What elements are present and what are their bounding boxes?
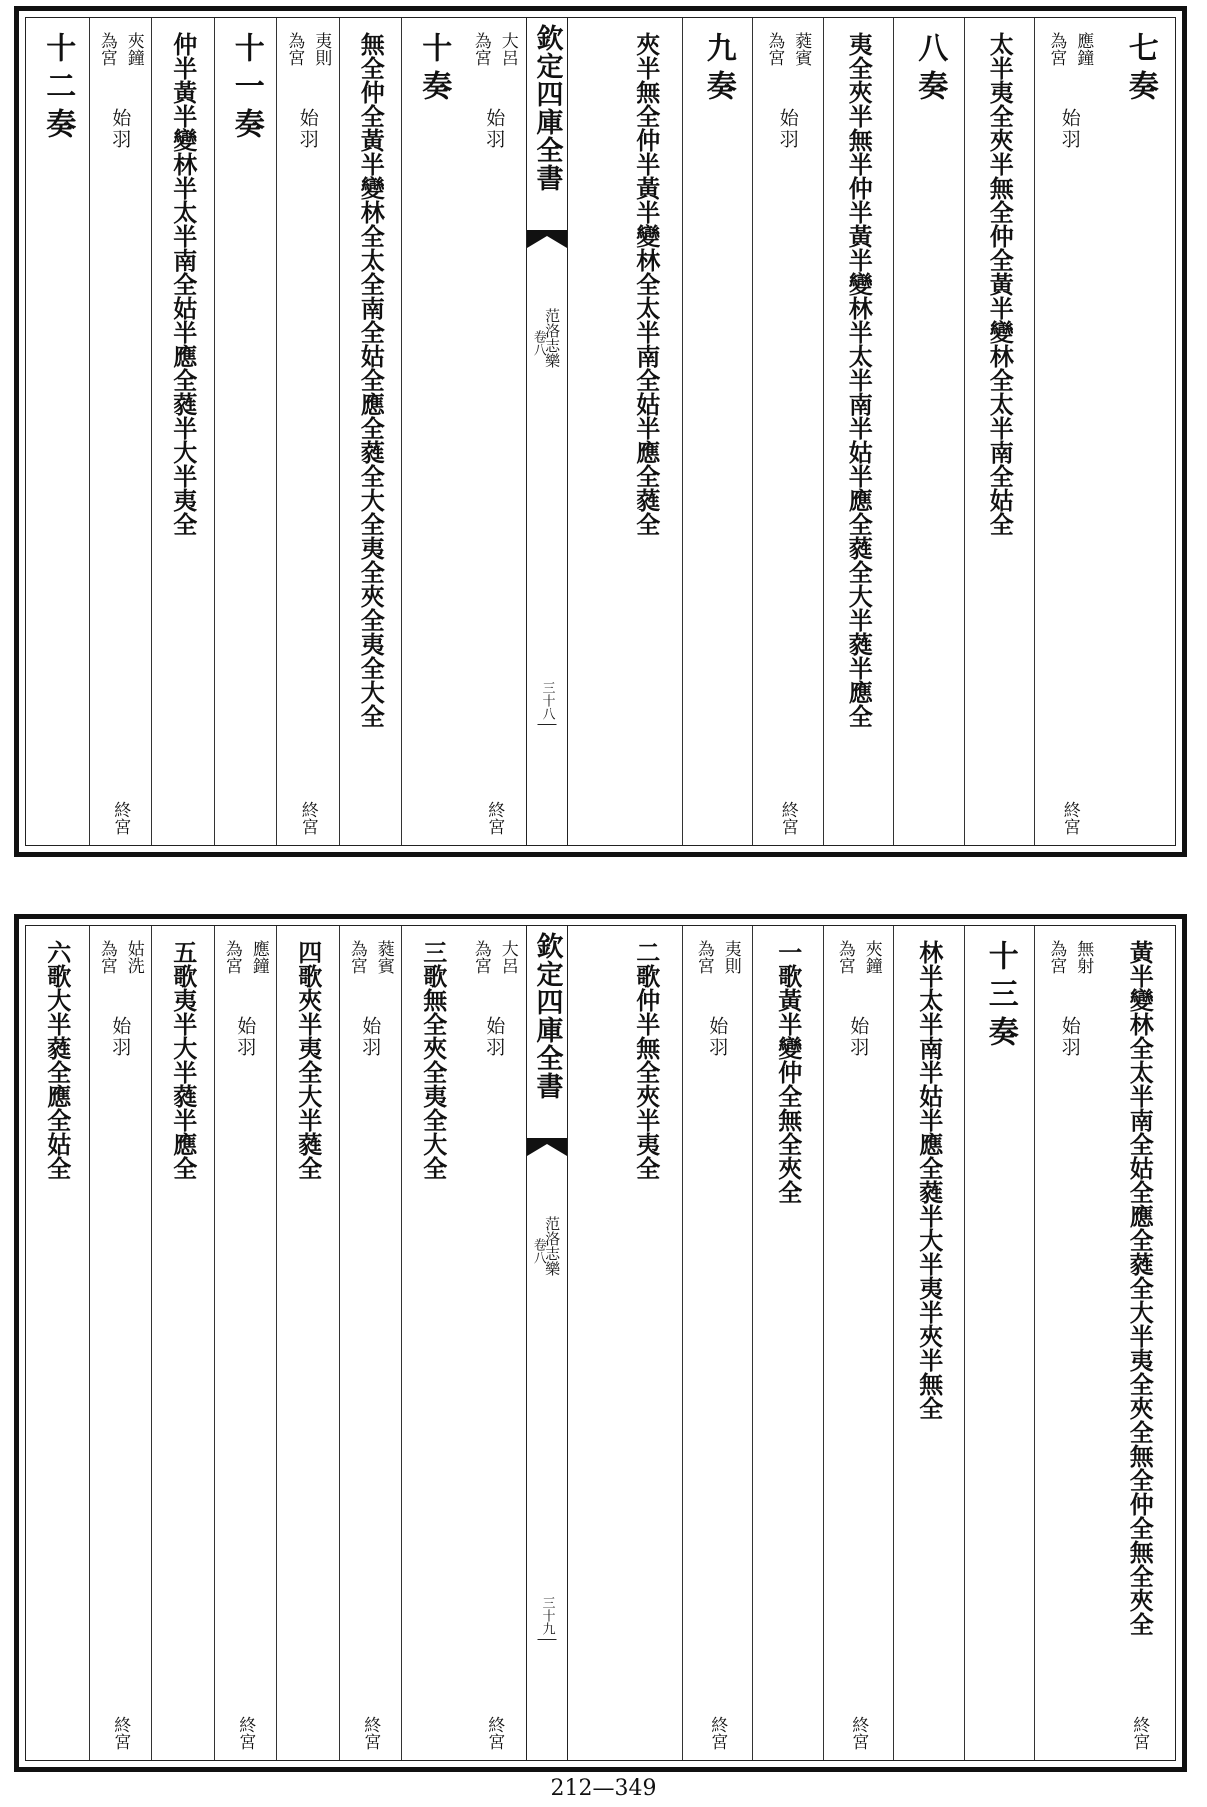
note-line: 大呂 [497,32,518,66]
interlinear-note [345,940,397,974]
text-column [752,926,824,1760]
mode-label: 始羽 [296,108,319,150]
text-column [276,926,340,1760]
note-line: 夾鐘 [123,32,144,66]
text-column [464,926,527,1760]
end-note: 終宮 [484,801,505,835]
spine-title: 欽定四庫全書 [531,932,563,1100]
mode-label: 始羽 [1058,1016,1081,1058]
note-line: 大呂 [497,940,518,974]
text-column [611,926,682,1760]
end-note: 終宮 [297,801,318,835]
text-column [339,18,403,845]
text-column [89,18,153,845]
note-line: 應鐘 [1073,32,1094,66]
note-line: 夷則 [311,32,332,66]
note-line: 為宮 [470,940,491,974]
note-line: 為宮 [834,940,855,974]
top-left-half [26,18,526,845]
mode-label: 始羽 [109,1016,132,1058]
main-text: 仲半黃半變林半太半南全姑半應全蕤半大半夷全 [168,32,198,536]
text-column [214,18,278,845]
top-spine [526,18,568,845]
end-note: 終宮 [848,1716,869,1750]
note-line: 為宮 [221,940,242,974]
text-column [151,926,215,1760]
main-text: 十二奏 [40,32,76,146]
note-line: 蕤賓 [373,940,394,974]
main-text: 林半太半南半姑半應全蕤半大半夷半夾半無全 [914,940,944,1420]
note-line: 夷則 [720,940,741,974]
note-line: 應鐘 [248,940,269,974]
note-line: 為宮 [470,32,491,66]
bottom-left-half [26,926,526,1760]
text-column [401,18,465,845]
top-right-half [611,18,1175,845]
mode-label: 始羽 [706,1016,729,1058]
note-line: 夾鐘 [861,940,882,974]
end-note: 終宮 [110,801,131,835]
main-text: 黃半變林全太半南全姑全應全蕤全大半夷全夾全無全仲全無全夾全 [1125,940,1155,1636]
text-column [26,18,89,845]
text-column [464,18,527,845]
text-column [682,926,754,1760]
note-line: 為宮 [96,32,117,66]
text-column [151,18,215,845]
text-column [893,18,965,845]
main-text: 五歌夷半大半蕤半應全 [168,940,198,1180]
text-column [893,926,965,1760]
interlinear-note [1044,940,1096,974]
text-column [1034,18,1106,845]
main-text: 夾半無全仲半黃半變林全太半南全姑半應全蕤全 [631,32,661,536]
end-note: 終宮 [110,1716,131,1750]
note-line: 為宮 [693,940,714,974]
main-text: 無全仲全黃半變林全太全南全姑全應全蕤全大全夷全夾全夷全大全 [356,32,386,728]
spine-section-label: 范洛志樂 [543,1216,562,1276]
main-text: 十三奏 [982,940,1018,1054]
end-note: 終宮 [360,1716,381,1750]
fishtail-mark [527,1138,567,1168]
main-text: 十奏 [416,32,452,108]
fishtail-mark [527,230,567,260]
text-column [339,926,403,1760]
mode-label: 始羽 [234,1016,257,1058]
end-note: 終宮 [1059,801,1080,835]
top-page-inner-frame [25,17,1176,846]
text-column [276,18,340,845]
spine-volume-label: 卷八 [530,330,546,356]
note-line: 為宮 [1046,940,1067,974]
note-line: 為宮 [284,32,305,66]
end-note: 終宮 [777,801,798,835]
spine-section-label: 范洛志樂 [543,308,562,368]
interlinear-note [692,940,744,974]
text-column [752,18,824,845]
text-column [1105,926,1176,1760]
text-column [89,926,153,1760]
text-column [611,18,682,845]
spine-folio-number: 三十九 [538,1596,557,1640]
note-line: 為宮 [1046,32,1067,66]
end-note: 終宮 [235,1716,256,1750]
interlinear-note [95,940,147,974]
end-note: 終宮 [484,1716,505,1750]
main-text: 夷全夾半無半仲半黃半變林半太半南半姑半應全蕤全大半蕤半應全 [844,32,874,728]
note-line: 蕤賓 [791,32,812,66]
text-column [26,926,89,1760]
note-line: 為宮 [346,940,367,974]
main-text: 十一奏 [228,32,264,146]
interlinear-note [220,940,272,974]
spine-title: 欽定四庫全書 [531,24,563,192]
spine-folio-number: 三十八 [538,681,557,725]
main-text: 三歌無全夾全夷全大全 [418,940,448,1180]
text-column [682,18,754,845]
bottom-page-frame [14,914,1187,1772]
mode-label: 始羽 [109,108,132,150]
main-text: 四歌夾半夷全大半蕤全 [293,940,323,1180]
main-text: 二歌仲半無全夾半夷全 [631,940,661,1180]
text-column [1105,18,1176,845]
main-text: 太半夷全夾半無全仲全黃半變林全太半南全姑全 [985,32,1015,536]
interlinear-note [469,32,521,66]
mode-label: 始羽 [776,108,799,150]
top-page-frame [14,6,1187,857]
text-column [214,926,278,1760]
mode-label: 始羽 [483,1016,506,1058]
mode-label: 始羽 [1058,108,1081,150]
main-text: 八奏 [912,32,948,108]
note-line: 姑洗 [123,940,144,974]
note-line: 為宮 [764,32,785,66]
text-column [964,926,1036,1760]
interlinear-note [282,32,334,66]
text-column [964,18,1036,845]
spine-volume-label: 卷八 [530,1238,546,1264]
mode-label: 始羽 [847,1016,870,1058]
interlinear-note [1044,32,1096,66]
note-line: 無射 [1073,940,1094,974]
mode-label: 始羽 [359,1016,382,1058]
bottom-spine [526,926,568,1760]
main-text: 一歌黃半變仲全無全夾全 [773,940,803,1204]
page-number: 212—349 [550,1776,657,1801]
interlinear-note [95,32,147,66]
text-column [823,926,895,1760]
interlinear-note [833,940,885,974]
text-column [1034,926,1106,1760]
main-text: 九奏 [700,32,736,108]
text-column [823,18,895,845]
interlinear-note [762,32,814,66]
text-column [401,926,465,1760]
mode-label: 始羽 [483,108,506,150]
interlinear-note [469,940,521,974]
note-line: 為宮 [96,940,117,974]
end-note: 終宮 [707,1716,728,1750]
end-note: 終宮 [1129,1716,1150,1750]
main-text: 六歌大半蕤全應全姑全 [42,940,72,1180]
bottom-right-half [611,926,1175,1760]
bottom-page-inner-frame [25,925,1176,1761]
main-text: 七奏 [1122,32,1158,108]
